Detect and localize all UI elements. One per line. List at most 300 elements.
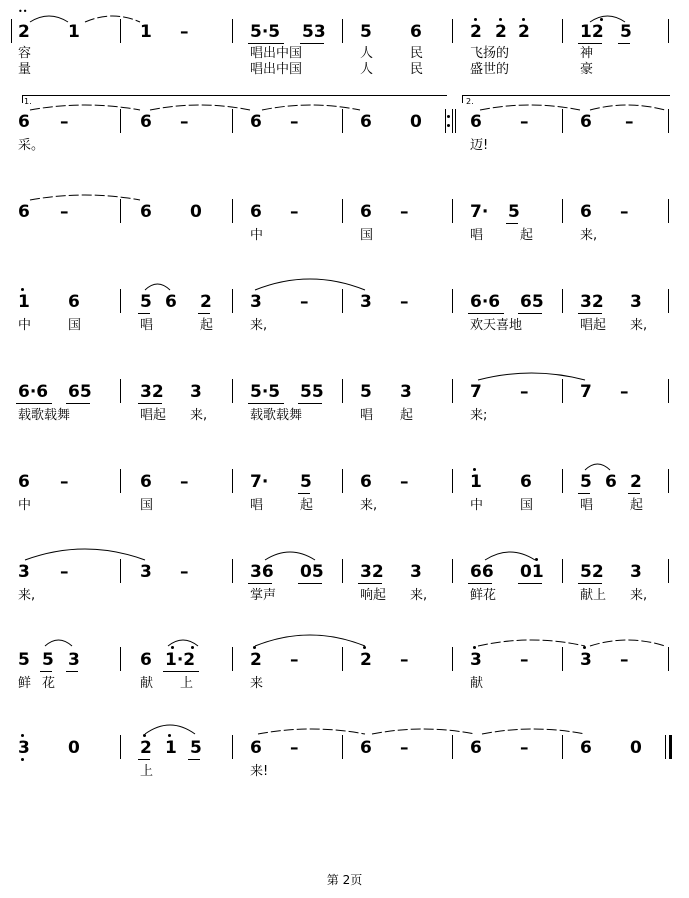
volta-bracket-end (22, 95, 23, 103)
octave-dot (447, 124, 450, 127)
note: – (520, 112, 529, 132)
lyric-syllable: 来, (360, 498, 378, 513)
barline (668, 559, 669, 583)
note: – (290, 202, 299, 222)
note: 0 (68, 738, 80, 758)
final-barline (669, 735, 672, 759)
note: – (400, 292, 409, 312)
note: 6 (360, 472, 372, 492)
octave-dot (363, 646, 366, 649)
note: 3 (140, 562, 152, 582)
lyric-syllable: 唱 (360, 408, 374, 423)
barline (232, 109, 233, 133)
note: 3 (250, 292, 262, 312)
lyric-syllable: 唱 (470, 228, 484, 243)
octave-dot (583, 646, 586, 649)
note: 6 (470, 738, 482, 758)
barline (668, 379, 669, 403)
barline (342, 109, 343, 133)
note: 3 (190, 382, 202, 402)
barline (452, 559, 453, 583)
lyric-syllable: 中 (250, 228, 264, 243)
note: – (180, 562, 189, 582)
lyric-syllable: 来, (630, 318, 648, 333)
note: – (620, 650, 629, 670)
slur-arc (30, 105, 140, 110)
barline (445, 109, 446, 133)
barline (562, 199, 563, 223)
beam-underline (298, 583, 322, 584)
note: 6 (140, 472, 152, 492)
slur-arc (478, 373, 585, 380)
slur-arc (145, 284, 170, 290)
beam-underline (66, 403, 90, 404)
beam-underline (248, 583, 272, 584)
note: 0 (190, 202, 202, 222)
note: 5 (190, 738, 202, 758)
octave-dot (191, 646, 194, 649)
barline (120, 379, 121, 403)
lyric-syllable: 载歌载舞 (18, 408, 71, 423)
lyric-syllable: 唱出中国 (250, 46, 303, 61)
note: 2 (18, 22, 30, 42)
lyric-syllable: 唱 (580, 498, 594, 513)
lyric-syllable: 民 (410, 46, 424, 61)
note: – (400, 650, 409, 670)
barline (452, 19, 453, 43)
slur-arc (258, 729, 365, 734)
lyric-syllable: 唱 (250, 498, 264, 513)
note: 2 (140, 738, 152, 758)
note: 6 (360, 738, 372, 758)
beam-underline (618, 43, 630, 44)
note: 6 (360, 112, 372, 132)
lyric-syllable: 神 (580, 46, 594, 61)
beam-underline (358, 583, 382, 584)
octave-dot (473, 468, 476, 471)
note: – (400, 202, 409, 222)
barline (452, 469, 453, 493)
note: 2 (360, 650, 372, 670)
note: 5 (18, 650, 30, 670)
barline (452, 289, 453, 313)
note: – (620, 382, 629, 402)
lyric-syllable: 欢天喜地 (470, 318, 523, 333)
volta-bracket (462, 95, 670, 96)
lyric-syllable: 上 (140, 764, 154, 779)
barline (562, 735, 563, 759)
note: 0 (410, 112, 422, 132)
note: – (60, 202, 69, 222)
lyric-syllable: 上 (180, 676, 194, 691)
note: 5 (508, 202, 520, 222)
slur-arc (30, 16, 68, 22)
barline (562, 379, 563, 403)
barline (342, 469, 343, 493)
barline (668, 647, 669, 671)
note: 7 (580, 382, 592, 402)
note: 3 (18, 738, 30, 758)
octave-dot (21, 288, 24, 291)
lyric-syllable: 起 (520, 228, 534, 243)
note: – (60, 472, 69, 492)
slur-arc (372, 729, 475, 734)
slur-arc (255, 635, 365, 646)
note: 36 (250, 562, 274, 582)
note: 66 (470, 562, 494, 582)
barline (120, 469, 121, 493)
note: 5 (140, 292, 152, 312)
note: 53 (302, 22, 326, 42)
lyric-syllable: 飞扬的 (470, 46, 510, 61)
barline (668, 109, 669, 133)
note: – (520, 650, 529, 670)
octave-dot (522, 18, 525, 21)
note: 55 (300, 382, 324, 402)
beam-underline (518, 583, 542, 584)
note: 1 (165, 738, 177, 758)
note: 12 (580, 22, 604, 42)
lyric-syllable: 来, (410, 588, 428, 603)
note: 65 (520, 292, 544, 312)
slur-arc (85, 16, 140, 22)
slur-arc (255, 279, 365, 290)
beam-underline (468, 583, 492, 584)
note: 5·5 (250, 382, 281, 402)
note: 6 (250, 112, 262, 132)
barline (232, 19, 233, 43)
barline (120, 109, 121, 133)
octave-dot (473, 646, 476, 649)
barline (120, 19, 121, 43)
note: 5·5 (250, 22, 281, 42)
note: – (620, 202, 629, 222)
note: – (180, 112, 189, 132)
note: 6·6 (470, 292, 501, 312)
beam-underline (40, 671, 52, 672)
lyric-syllable: 献 (470, 676, 484, 691)
lyric-syllable: 中 (18, 318, 32, 333)
note: 6 (18, 112, 30, 132)
note: 2 (250, 650, 262, 670)
slur-arc (30, 195, 140, 200)
lyric-syllable: 来; (470, 408, 488, 423)
beam-underline (16, 403, 52, 404)
lyric-syllable: 容 (18, 46, 32, 61)
note: 6 (140, 650, 152, 670)
beam-underline (468, 313, 504, 314)
lyric-syllable: 豪 (580, 62, 594, 77)
barline (452, 379, 453, 403)
lyric-syllable: 起 (200, 318, 214, 333)
note: 7· (250, 472, 269, 492)
lyric-syllable: 来, (630, 588, 648, 603)
barline (232, 647, 233, 671)
note: 6 (165, 292, 177, 312)
barline (562, 647, 563, 671)
barline (455, 109, 456, 133)
slur-arc (482, 729, 585, 734)
barline (232, 379, 233, 403)
lyric-syllable: 国 (520, 498, 534, 513)
barline (120, 735, 121, 759)
lyric-syllable: 民 (410, 62, 424, 77)
lyric-syllable: 响起 (360, 588, 387, 603)
note: 2 (518, 22, 530, 42)
lyric-syllable: 唱出中国 (250, 62, 303, 77)
note: 1 (18, 292, 30, 312)
note: 6 (18, 472, 30, 492)
note: 5 (360, 22, 372, 42)
lyric-syllable: 人 (360, 62, 374, 77)
note: 5 (300, 472, 312, 492)
beam-underline (66, 671, 78, 672)
beam-underline (248, 43, 284, 44)
beam-underline (188, 759, 200, 760)
barline (342, 559, 343, 583)
note: 6 (605, 472, 617, 492)
lyric-syllable: 来 (250, 676, 264, 691)
barline (11, 19, 12, 43)
note: 2 (495, 22, 507, 42)
note: 3 (18, 562, 30, 582)
barline (452, 647, 453, 671)
barline (562, 469, 563, 493)
note: 6 (68, 292, 80, 312)
note: 6 (250, 202, 262, 222)
note: 01 (520, 562, 544, 582)
barline (232, 289, 233, 313)
beam-underline (138, 403, 162, 404)
octave-dot (21, 758, 24, 761)
slur-arc (265, 552, 315, 560)
beam-underline (298, 493, 310, 494)
note: 5 (580, 472, 592, 492)
lyric-syllable: 起 (300, 498, 314, 513)
note: 3 (360, 292, 372, 312)
note: 5 (42, 650, 54, 670)
volta-bracket (22, 95, 447, 96)
note: 5 (620, 22, 632, 42)
octave-dot (535, 558, 538, 561)
beam-underline (138, 759, 150, 760)
barline (668, 469, 669, 493)
beam-underline (163, 671, 199, 672)
lyric-syllable: 唱起 (580, 318, 607, 333)
slur-arc (25, 549, 145, 560)
lyric-syllable: 量 (18, 62, 32, 77)
lyric-syllable: 鲜 (18, 676, 32, 691)
barline (120, 647, 121, 671)
barline (668, 199, 669, 223)
lyric-syllable: 国 (68, 318, 82, 333)
breath-mark: •• (18, 7, 28, 16)
note: 6 (410, 22, 422, 42)
beam-underline (298, 403, 322, 404)
volta-label: 1. (24, 97, 32, 106)
beam-underline (198, 313, 210, 314)
octave-dot (171, 646, 174, 649)
note: – (400, 472, 409, 492)
slur-arc (45, 640, 72, 646)
barline (120, 289, 121, 313)
lyric-syllable: 鲜花 (470, 588, 497, 603)
note: 6 (580, 112, 592, 132)
lyric-syllable: 献上 (580, 588, 607, 603)
note: 6 (140, 202, 152, 222)
note: – (520, 738, 529, 758)
note: – (400, 738, 409, 758)
note: 3 (400, 382, 412, 402)
lyric-syllable: 国 (140, 498, 154, 513)
barline (342, 647, 343, 671)
lyric-syllable: 迈! (470, 138, 489, 153)
beam-underline (300, 43, 324, 44)
note: 1 (140, 22, 152, 42)
octave-dot (168, 734, 171, 737)
beam-underline (518, 313, 542, 314)
note: 32 (140, 382, 164, 402)
note: 6 (520, 472, 532, 492)
note: – (290, 112, 299, 132)
lyric-syllable: 唱起 (140, 408, 167, 423)
note: 6 (250, 738, 262, 758)
octave-dot (499, 18, 502, 21)
beam-underline (506, 223, 518, 224)
beam-underline (578, 493, 590, 494)
lyric-syllable: 采。 (18, 138, 45, 153)
barline (342, 19, 343, 43)
lyric-syllable: 起 (630, 498, 644, 513)
barline (342, 379, 343, 403)
slur-arc (145, 725, 195, 734)
lyric-syllable: 献 (140, 676, 154, 691)
lyric-syllable: 盛世的 (470, 62, 510, 77)
lyric-syllable: 载歌载舞 (250, 408, 303, 423)
barline (452, 735, 453, 759)
lyric-syllable: 人 (360, 46, 374, 61)
note: 32 (580, 292, 604, 312)
slur-arc (150, 105, 250, 110)
barline (232, 199, 233, 223)
barline (665, 735, 666, 759)
volta-bracket-end (462, 95, 463, 103)
note: 1·2 (165, 650, 196, 670)
slur-arc (485, 552, 535, 560)
note: – (180, 472, 189, 492)
lyric-syllable: 来, (580, 228, 598, 243)
barline (120, 199, 121, 223)
beam-underline (578, 313, 602, 314)
note: 2 (470, 22, 482, 42)
note: – (625, 112, 634, 132)
beam-underline (248, 403, 284, 404)
note: 2 (630, 472, 642, 492)
barline (452, 109, 453, 133)
note: 3 (410, 562, 422, 582)
lyric-syllable: 花 (42, 676, 56, 691)
note: 6 (140, 112, 152, 132)
slur-arc (590, 640, 665, 646)
note: 6 (580, 202, 592, 222)
octave-dot (474, 18, 477, 21)
beam-underline (578, 583, 602, 584)
note: 6·6 (18, 382, 49, 402)
note: 6 (18, 202, 30, 222)
slur-arc (478, 640, 585, 646)
note: 1 (68, 22, 80, 42)
barline (562, 19, 563, 43)
note: – (180, 22, 189, 42)
lyric-syllable: 中 (18, 498, 32, 513)
note: 6 (470, 112, 482, 132)
octave-dot (143, 734, 146, 737)
note: 65 (68, 382, 92, 402)
barline (562, 109, 563, 133)
barline (342, 735, 343, 759)
note: 3 (68, 650, 80, 670)
note: 6 (580, 738, 592, 758)
barline (120, 559, 121, 583)
note: 3 (630, 292, 642, 312)
note: 6 (360, 202, 372, 222)
note: – (300, 292, 309, 312)
barline (232, 735, 233, 759)
note: 5 (360, 382, 372, 402)
slur-arc (480, 105, 580, 110)
slur-arc (590, 105, 665, 110)
lyric-syllable: 中 (470, 498, 484, 513)
barline (668, 19, 669, 43)
barline (232, 559, 233, 583)
note: 3 (580, 650, 592, 670)
slur-arc (585, 464, 610, 470)
note: 0 (630, 738, 642, 758)
lyric-syllable: 唱 (140, 318, 154, 333)
octave-dot (447, 115, 450, 118)
lyric-syllable: 掌声 (250, 588, 277, 603)
note: 3 (630, 562, 642, 582)
slur-arc (262, 105, 360, 110)
note: – (290, 738, 299, 758)
note: 05 (300, 562, 324, 582)
volta-label: 2. (466, 97, 474, 106)
barline (232, 469, 233, 493)
note: 7· (470, 202, 489, 222)
beam-underline (138, 313, 150, 314)
lyric-syllable: 来, (190, 408, 208, 423)
barline (342, 199, 343, 223)
barline (342, 289, 343, 313)
barline (562, 289, 563, 313)
note: – (60, 112, 69, 132)
beam-underline (578, 43, 602, 44)
lyric-syllable: 来, (18, 588, 36, 603)
note: 52 (580, 562, 604, 582)
note: 32 (360, 562, 384, 582)
beam-underline (628, 493, 640, 494)
barline (668, 289, 669, 313)
lyric-syllable: 来, (250, 318, 268, 333)
octave-dot (600, 18, 603, 21)
note: 3 (470, 650, 482, 670)
note: 2 (200, 292, 212, 312)
note: 1 (470, 472, 482, 492)
octave-dot (253, 646, 256, 649)
lyric-syllable: 起 (400, 408, 414, 423)
note: – (290, 650, 299, 670)
lyric-syllable: 国 (360, 228, 374, 243)
